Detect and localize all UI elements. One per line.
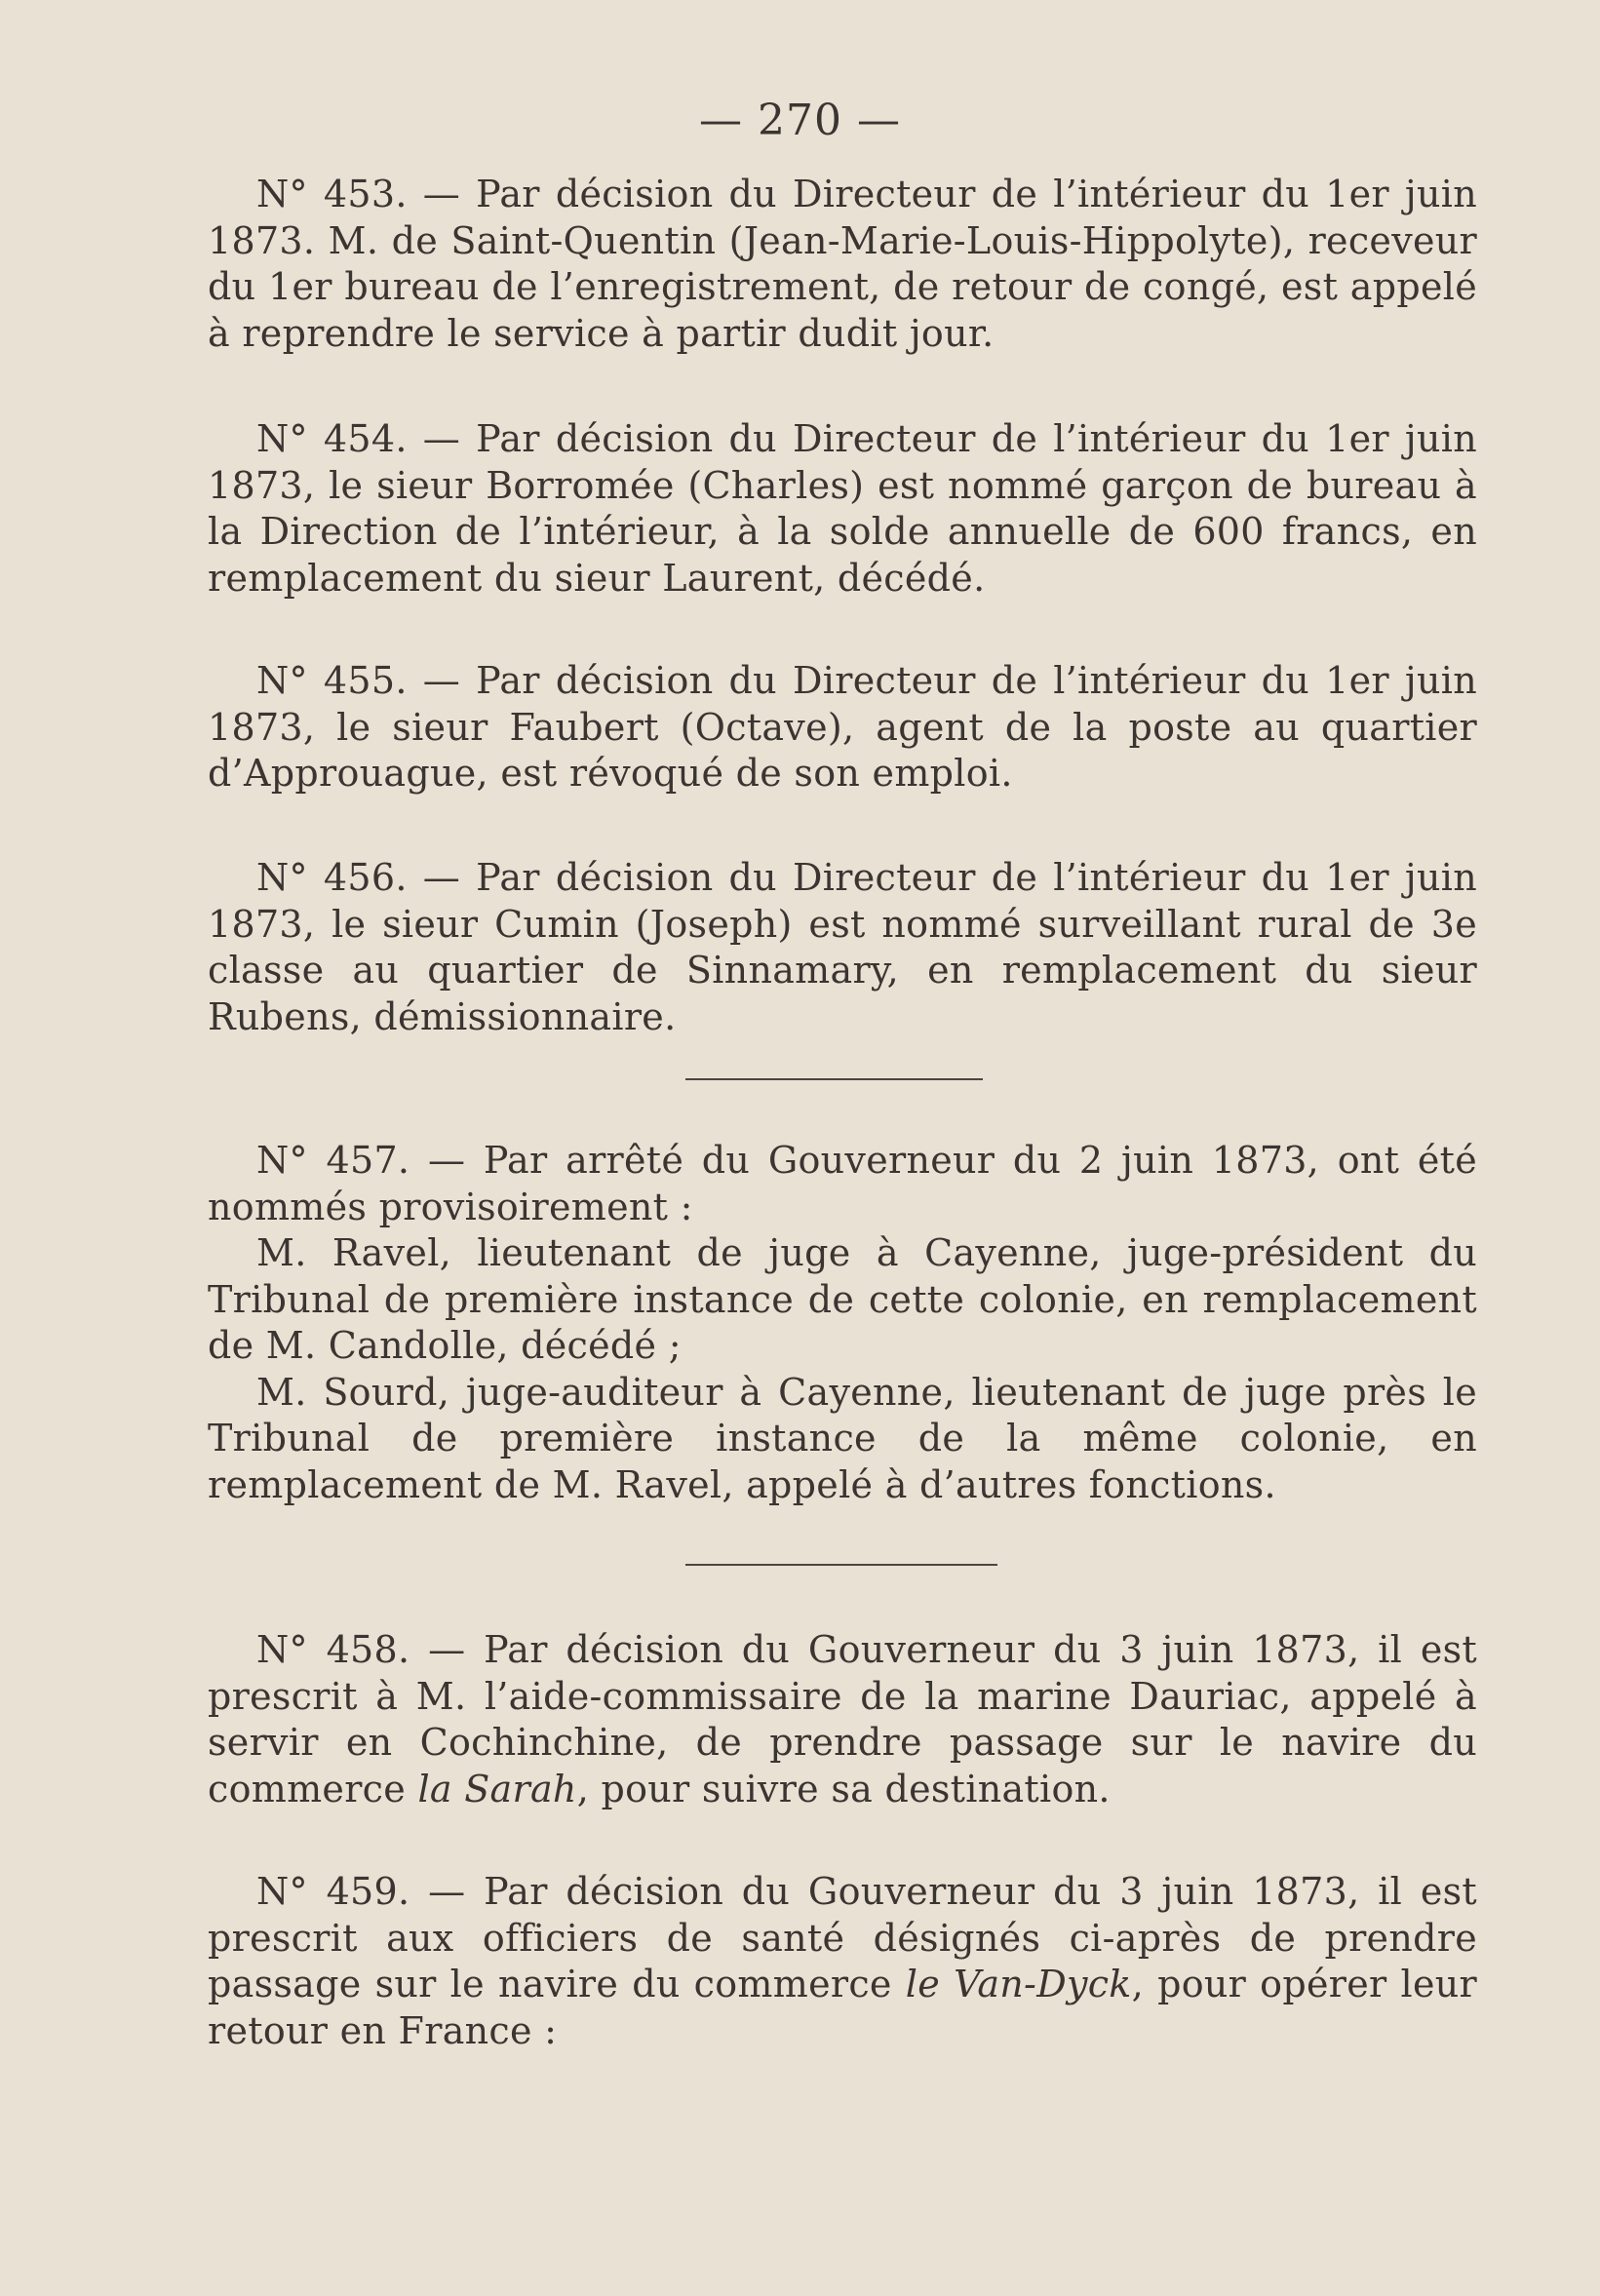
entry-456 [208, 855, 1477, 1040]
entry-459 [208, 1869, 1477, 2054]
entry-number: N° 454. [256, 417, 408, 460]
entry-455 [208, 658, 1477, 798]
entry-text: — Par décision du Gouverneur du 3 juin 1873, il est prescrit aux officiers de santé désignés ci-après de prendre passage sur le navire du commerce [208, 1870, 1477, 2005]
entry-453 [208, 172, 1477, 357]
entry-number: N° 457. [256, 1139, 410, 1182]
ship-name: le Van-Dyck [905, 1963, 1132, 2005]
entry-454 [208, 416, 1477, 602]
entry-paragraph [208, 1627, 1477, 1812]
entry-text: , pour opérer leur retour en France : [208, 1963, 1477, 2052]
entry-subparagraph: M. Sourd, juge-auditeur à Cayenne, lieutenant de juge près le Tribunal de première instance de la même colonie, en remplacement de M. Ravel, appelé à d’autres fonctions. [208, 1370, 1477, 1506]
entry-number: N° 459. [256, 1870, 410, 1913]
entry-subparagraph: M. Ravel, lieutenant de juge à Cayenne, juge-président du Tribunal de première instance de cette colonie, en remplacement de M. Candolle, décédé ; [208, 1231, 1477, 1367]
page-number: — 270 — [699, 96, 901, 145]
entry-number: N° 458. [256, 1628, 410, 1671]
ship-name: la Sarah [417, 1767, 577, 1810]
entry-text: — Par décision du Directeur de l’intérieur du 1er juin 1873, le sieur Borromée (Charles) est nommé garçon de bureau à la Direction de l’intérieur, à la solde annuelle de 600 francs, en remplacement du sieur Laurent, décédé. [208, 417, 1477, 600]
entry-number: N° 453. [256, 173, 408, 215]
entry-text: , pour suivre sa destination. [576, 1767, 1111, 1810]
entry-458 [208, 1627, 1477, 1812]
section-divider [685, 1078, 983, 1080]
entry-457 [208, 1138, 1477, 1508]
entry-paragraph [208, 416, 1477, 602]
entry-text: — Par décision du Directeur de l’intérieur du 1er juin 1873. M. de Saint-Quentin (Jean-Marie-Louis-Hippolyte), receveur du 1er bureau de l’enregistrement, de retour de congé, est appelé à reprendre le service à partir dudit jour. [208, 173, 1477, 355]
entry-text: — Par décision du Directeur de l’intérieur du 1er juin 1873, le sieur Faubert (Octave), agent de la poste au quartier d’Approuague, est révoqué de son emploi. [208, 659, 1477, 795]
section-divider [685, 1564, 997, 1566]
entry-paragraph [208, 658, 1477, 798]
entry-text: — Par arrêté du Gouverneur du 2 juin 1873, ont été nommés provisoirement : [208, 1139, 1478, 1228]
entry-paragraph [208, 1869, 1477, 2054]
entry-number: N° 455. [256, 659, 408, 702]
entry-paragraph [208, 172, 1477, 357]
entry-paragraph [208, 1138, 1477, 1230]
entry-number: N° 456. [256, 856, 408, 899]
entry-text: — Par décision du Gouverneur du 3 juin 1873, il est prescrit à M. l’aide-commissaire de la marine Dauriac, appelé à servir en Cochinchine, de prendre passage sur le navire du commerce [208, 1628, 1477, 1810]
entry-text: — Par décision du Directeur de l’intérieur du 1er juin 1873, le sieur Cumin (Joseph) est nommé surveillant rural de 3e classe au quartier de Sinnamary, en remplacement du sieur Rubens, démissionnaire. [208, 856, 1477, 1038]
entry-paragraph [208, 855, 1477, 1040]
